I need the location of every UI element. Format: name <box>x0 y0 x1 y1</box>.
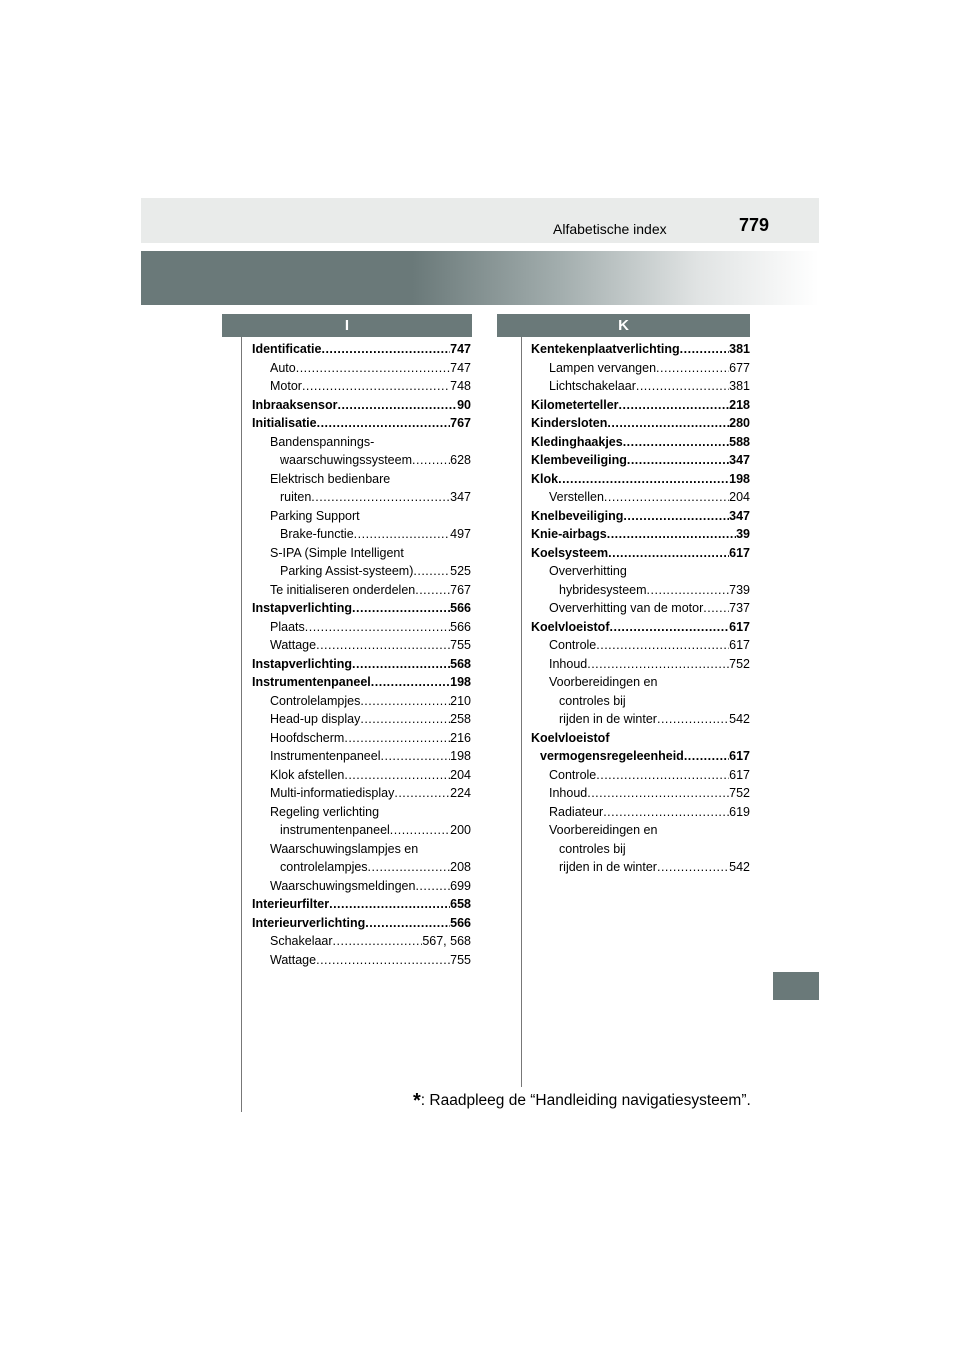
dot-leader <box>337 396 457 415</box>
index-entry-page: 747 <box>450 360 471 375</box>
index-entry-label: Lichtschakelaar <box>549 379 636 393</box>
index-entry <box>531 470 750 489</box>
index-entry-page: 617 <box>729 749 750 763</box>
index-entry-page: 588 <box>729 434 750 449</box>
index-entry-label: Oververhitting van de motor <box>549 601 704 615</box>
dot-leader <box>623 433 729 452</box>
index-entry <box>531 396 750 415</box>
index-entry <box>531 507 750 526</box>
index-entry-page: 198 <box>729 471 750 486</box>
dot-leader <box>680 340 729 359</box>
index-entry <box>252 599 471 618</box>
index-entry <box>252 359 471 378</box>
column-divider-left <box>241 337 242 1112</box>
index-entry <box>531 618 750 637</box>
page-number: 779 <box>739 215 770 235</box>
index-entry-label: Identificatie <box>252 342 322 356</box>
index-entry <box>531 525 750 544</box>
index-entry-label: Voorbereidingen en <box>549 675 658 689</box>
dot-leader <box>587 655 729 674</box>
index-entry <box>252 710 471 729</box>
index-entry-label: Kilometerteller <box>531 397 619 412</box>
dot-leader <box>627 451 729 470</box>
index-entry <box>252 673 471 692</box>
index-entry <box>252 451 471 470</box>
dot-leader <box>381 747 451 766</box>
index-entry <box>531 488 750 507</box>
index-entry-label: hybridesysteem <box>559 582 647 597</box>
index-entry-page: 566 <box>450 619 471 634</box>
letter-header-k: K <box>497 314 750 337</box>
index-entry-label: Koelsysteem <box>531 545 609 560</box>
index-entry-label: Te initialiseren onderdelen <box>270 582 416 597</box>
index-entry-page: 755 <box>450 638 471 652</box>
index-entry-page: 739 <box>729 582 750 597</box>
index-entry-label: Knie-airbags <box>531 527 607 541</box>
index-entry-label: Kledinghaakjes <box>531 434 623 449</box>
index-entry <box>252 729 471 748</box>
dot-leader <box>619 396 730 415</box>
index-entry <box>531 433 750 452</box>
index-entry-page: 39 <box>736 527 750 541</box>
index-entry-label: Instrumentenpaneel <box>252 675 371 689</box>
index-entry <box>531 747 750 766</box>
index-entry-label: rijden in de winter <box>559 712 657 726</box>
index-entry <box>531 655 750 674</box>
dot-leader <box>316 636 450 655</box>
index-entry-label: Radiateur <box>549 804 604 819</box>
index-entry-label: Inhoud <box>549 656 588 671</box>
index-entry <box>252 470 471 489</box>
index-entry-page: 617 <box>729 638 750 652</box>
index-entry-page: 525 <box>450 564 471 578</box>
index-entry-page: 224 <box>450 786 471 800</box>
index-entry-page: 752 <box>729 786 750 800</box>
index-entry-label: Knelbeveiliging <box>531 508 624 523</box>
index-entry-label: ruiten <box>280 490 312 504</box>
index-entry <box>531 562 750 581</box>
index-entry-label: Controlelampjes <box>270 693 361 708</box>
index-entry <box>252 747 471 766</box>
footnote <box>413 1090 751 1113</box>
dot-leader <box>623 507 729 526</box>
index-entry-page: 216 <box>450 730 471 745</box>
column-divider-middle <box>521 337 522 1087</box>
index-entry <box>252 858 471 877</box>
index-entry-label: instrumentenpaneel <box>280 823 390 837</box>
index-entry <box>252 914 471 933</box>
index-entry <box>252 932 471 951</box>
index-entry <box>531 858 750 877</box>
index-entry <box>252 488 471 507</box>
dot-leader <box>302 377 450 396</box>
index-entry-label: controles bij <box>559 693 626 708</box>
index-entry <box>531 581 750 600</box>
dot-leader <box>684 747 729 766</box>
dot-leader <box>333 932 423 951</box>
dot-leader <box>352 655 450 674</box>
index-entry-label: Auto <box>270 360 296 375</box>
index-entry-page: 542 <box>729 712 750 726</box>
dot-leader <box>390 821 450 840</box>
index-entry-label: Koelvloeistof <box>531 730 610 745</box>
dot-leader <box>647 581 730 600</box>
index-entry-label: Bandenspannings- <box>270 434 375 449</box>
dot-leader <box>596 636 729 655</box>
index-entry <box>531 673 750 692</box>
dot-leader <box>317 414 451 433</box>
index-entry <box>252 655 471 674</box>
index-entry-label: Interieurfilter <box>252 897 330 911</box>
dot-leader <box>610 618 730 637</box>
dot-leader <box>394 784 450 803</box>
letter-header-i: I <box>222 314 472 337</box>
index-entry-label: Head-up display <box>270 712 361 726</box>
index-entry-page: 347 <box>450 490 471 504</box>
index-entry-label: Klok <box>531 471 559 486</box>
dot-leader <box>608 544 729 563</box>
index-entry-label: Brake-functie <box>280 527 354 541</box>
dot-leader <box>415 877 450 896</box>
index-entry-label: Oververhitting <box>549 564 627 578</box>
index-entry-page: 755 <box>450 952 471 967</box>
index-entry-label: Controle <box>549 638 597 652</box>
index-entry-page: 617 <box>729 767 750 782</box>
dot-leader <box>657 710 729 729</box>
index-entry-label: Inhoud <box>549 786 588 800</box>
dot-leader <box>311 488 450 507</box>
index-entry-page: 566 <box>450 601 471 615</box>
index-entry-label: Kindersloten <box>531 416 608 430</box>
index-entry-label: Parking Assist-systeem) <box>280 564 414 578</box>
index-entry <box>531 340 750 359</box>
index-entry <box>252 544 471 563</box>
index-entry-page: 619 <box>729 804 750 819</box>
dot-leader <box>703 599 729 618</box>
index-entry-page: 748 <box>450 379 471 393</box>
index-entry-page: 767 <box>450 416 471 430</box>
index-entry-page: 677 <box>729 360 750 375</box>
index-entry-label: waarschuwingssysteem <box>280 453 412 467</box>
dot-leader <box>415 581 450 600</box>
index-entry <box>252 803 471 822</box>
index-entry-page: 198 <box>450 749 471 763</box>
index-entry <box>252 877 471 896</box>
dot-leader <box>365 914 450 933</box>
index-entry <box>531 377 750 396</box>
index-entry-label: Wattage <box>270 638 317 652</box>
index-entry <box>252 340 471 359</box>
index-entry-page: 767 <box>450 582 471 597</box>
index-entry-label: S-IPA (Simple Intelligent <box>270 545 404 560</box>
index-entry <box>252 377 471 396</box>
index-column-i <box>252 340 471 969</box>
index-entry-label: controles bij <box>559 841 626 856</box>
index-entry <box>531 766 750 785</box>
index-entry-page: 258 <box>450 712 471 726</box>
index-entry-label: Kentekenplaatverlichting <box>531 342 680 356</box>
index-entry <box>531 359 750 378</box>
index-entry-label: Motor <box>270 379 302 393</box>
index-entry-page: 567, 568 <box>422 934 471 948</box>
index-entry-page: 542 <box>729 860 750 874</box>
index-entry-label: Instapverlichting <box>252 656 353 671</box>
index-entry-label: controlelampjes <box>280 860 368 874</box>
index-entry-label: Regeling verlichting <box>270 804 380 819</box>
index-entry-page: 566 <box>450 915 471 930</box>
dot-leader <box>412 451 450 470</box>
dot-leader <box>657 858 729 877</box>
index-entry-page: 737 <box>729 601 750 615</box>
index-entry <box>531 636 750 655</box>
index-entry <box>531 414 750 433</box>
index-entry-label: Multi-informatiedisplay <box>270 786 395 800</box>
index-entry <box>252 525 471 544</box>
dot-leader <box>656 359 729 378</box>
index-entry-page: 90 <box>457 397 471 412</box>
index-entry-label: Koelvloeistof <box>531 619 610 634</box>
index-entry-page: 208 <box>450 860 471 874</box>
index-entry-label: Lampen vervangen <box>549 360 657 375</box>
index-entry-label: Schakelaar <box>270 934 333 948</box>
index-entry-page: 381 <box>729 342 750 356</box>
index-entry <box>252 692 471 711</box>
index-entry-page: 204 <box>729 490 750 504</box>
dot-leader <box>368 858 451 877</box>
index-entry-label: rijden in de winter <box>559 860 657 874</box>
index-entry-label: Parking Support <box>270 508 360 523</box>
index-entry <box>531 692 750 711</box>
index-entry-page: 747 <box>450 342 471 356</box>
index-entry <box>252 396 471 415</box>
index-entry-page: 347 <box>729 508 750 523</box>
dot-leader <box>558 470 729 489</box>
dot-leader <box>296 359 450 378</box>
index-entry <box>252 618 471 637</box>
index-entry-page: 280 <box>729 416 750 430</box>
index-entry <box>252 581 471 600</box>
index-entry-page: 204 <box>450 767 471 782</box>
dot-leader <box>354 525 450 544</box>
footnote-text: : Raadpleeg de “Handleiding navigatiesysteem”. <box>420 1092 751 1109</box>
index-entry-label: Controle <box>549 767 597 782</box>
index-entry-page: 658 <box>450 897 471 911</box>
footnote-star: * <box>413 1090 421 1112</box>
chapter-side-tab <box>773 972 819 1000</box>
index-entry-page: 210 <box>450 693 471 708</box>
index-entry-label: Initialisatie <box>252 416 317 430</box>
index-entry-label: Klok afstellen <box>270 767 345 782</box>
index-entry <box>252 895 471 914</box>
dot-leader <box>344 729 450 748</box>
dot-leader <box>305 618 450 637</box>
index-entry-page: 628 <box>450 453 471 467</box>
dot-leader <box>321 340 450 359</box>
index-entry <box>252 784 471 803</box>
dot-leader <box>352 599 450 618</box>
index-entry <box>531 784 750 803</box>
index-entry-label: Plaats <box>270 619 305 634</box>
index-entry-label: Hoofdscherm <box>270 730 345 745</box>
index-entry-label: Waarschuwingsmeldingen <box>270 878 416 893</box>
index-entry <box>531 599 750 618</box>
index-entry <box>252 766 471 785</box>
dot-leader <box>344 766 450 785</box>
index-entry <box>531 821 750 840</box>
index-entry-page: 198 <box>450 675 471 689</box>
dot-leader <box>607 414 729 433</box>
index-entry <box>531 803 750 822</box>
dot-leader <box>329 895 450 914</box>
index-entry <box>531 544 750 563</box>
index-entry-page: 617 <box>729 619 750 634</box>
index-entry <box>252 562 471 581</box>
dot-leader <box>360 710 450 729</box>
index-entry-label: Klembeveiliging <box>531 453 627 467</box>
index-entry-label: Voorbereidingen en <box>549 823 658 837</box>
index-entry-label: Instapverlichting <box>252 601 353 615</box>
index-entry-page: 568 <box>450 656 471 671</box>
index-entry-page: 497 <box>450 527 471 541</box>
index-column-k <box>531 340 750 877</box>
dot-leader <box>587 784 729 803</box>
index-entry-label: vermogensregeleenheid <box>540 749 684 763</box>
index-entry-label: Elektrisch bedienbare <box>270 471 391 486</box>
index-entry-label: Interieurverlichting <box>252 915 366 930</box>
index-entry <box>252 507 471 526</box>
decorative-gradient-band <box>141 251 819 305</box>
index-entry-page: 218 <box>729 397 750 412</box>
index-entry <box>252 414 471 433</box>
index-entry-page: 699 <box>450 878 471 893</box>
index-entry-label: Inbraaksensor <box>252 397 338 412</box>
index-entry <box>252 433 471 452</box>
dot-leader <box>316 951 450 970</box>
index-entry <box>531 451 750 470</box>
index-entry-label: Verstellen <box>549 490 604 504</box>
dot-leader <box>360 692 450 711</box>
index-entry <box>252 636 471 655</box>
index-entry <box>252 821 471 840</box>
index-entry <box>531 840 750 859</box>
index-entry-page: 347 <box>729 453 750 467</box>
header-bar <box>141 198 819 243</box>
dot-leader <box>603 803 729 822</box>
dot-leader <box>636 377 729 396</box>
dot-leader <box>413 562 450 581</box>
index-entry <box>252 840 471 859</box>
index-entry-label: Wattage <box>270 952 317 967</box>
section-title: Alfabetische index <box>553 221 667 237</box>
index-entry-page: 381 <box>729 379 750 393</box>
index-entry-label: Waarschuwingslampjes en <box>270 841 419 856</box>
index-entry-label: Instrumentenpaneel <box>270 749 381 763</box>
index-entry <box>252 951 471 970</box>
index-entry-page: 200 <box>450 823 471 837</box>
dot-leader <box>371 673 450 692</box>
index-entry <box>531 729 750 748</box>
index-entry <box>531 710 750 729</box>
dot-leader <box>607 525 736 544</box>
index-entry-page: 752 <box>729 656 750 671</box>
dot-leader <box>604 488 729 507</box>
dot-leader <box>596 766 729 785</box>
index-entry-page: 617 <box>729 545 750 560</box>
